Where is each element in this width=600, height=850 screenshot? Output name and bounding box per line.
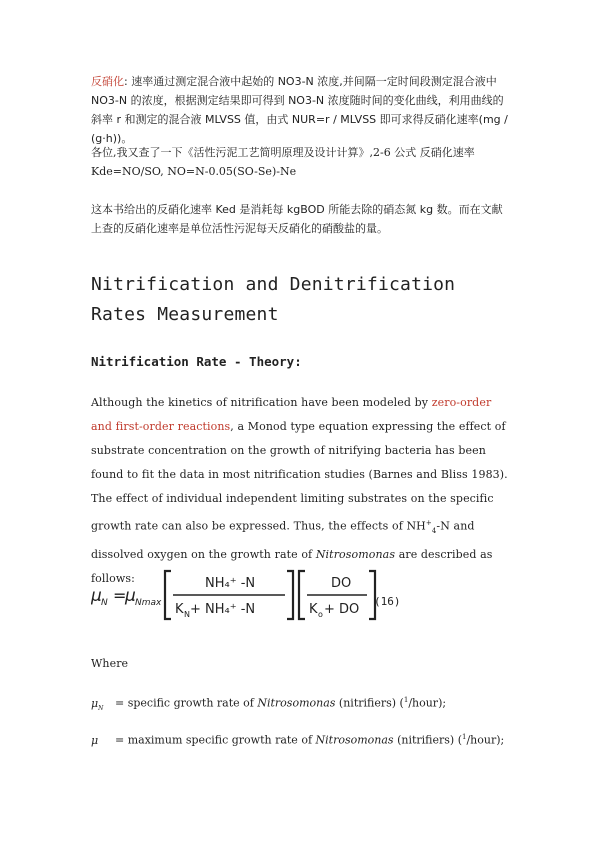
symbol-sub: N	[98, 704, 104, 712]
eq-den2-rest: + DO	[324, 602, 360, 617]
equation-number: (16)	[374, 595, 401, 608]
definition-symbol	[91, 734, 115, 749]
organism-name: Nitrosomonas	[257, 696, 336, 710]
paragraph-theory: Although the kinetics of nitrification have been modeled by zero-order and first-order reactions, a Monod type equation expressing the effect of substrate concentration on the growth of nitrifying bacteria has been found to fit the data in most nitrification studies (Barnes and Bliss 1983). The effect of individual independent limiting substrates on the specific growth rate can also be expressed. Thus, the effects of $NH^+_4-N$ and dissolved oxygen on the growth rate of Nitrosomonas are described as follows:	[91, 396, 508, 585]
unit-sup: 1	[403, 696, 409, 704]
page-title: Nitrification and Denitrification Rates Measurement	[91, 274, 456, 325]
eq-den1-sub: N	[184, 610, 190, 619]
definition-text: = specific growth rate of	[115, 696, 258, 710]
unit-sup: 1	[462, 733, 467, 741]
eq-lhs-sub: N	[101, 598, 108, 608]
eq-den2-k: K	[309, 602, 318, 617]
where-label: Where	[91, 657, 129, 670]
eq-den1-k: K	[175, 602, 184, 617]
definition-row	[91, 733, 521, 749]
definition-text: (nitrifiers) (	[393, 733, 462, 747]
symbol-char: μ	[91, 733, 99, 747]
symbol-char: μ	[91, 696, 99, 710]
eq-equals: =	[113, 586, 127, 605]
eq-rhs: μ	[125, 586, 136, 606]
bracket-left-2	[299, 571, 305, 619]
definition-row	[91, 696, 521, 712]
bracket-left-1	[165, 571, 171, 619]
eq-num2: DO	[331, 576, 352, 591]
text-fragment: , a Monod type equation expressing the effect of substrate concentration on the growth of nitrifying bacteria has been found to fit the data in most nitrification studies (Barnes and Bliss 1983). The effect of individual independent limiting substrates on the specific growth rate can also be expressed. Thus, the effects of NH	[91, 420, 508, 533]
section-subheading: Nitrification Rate - Theory:	[91, 354, 302, 369]
definition-symbol	[91, 697, 115, 712]
eq-den1-rest: + NH₄⁺ -N	[190, 602, 256, 617]
organism-name: Nitrosomonas	[315, 733, 394, 747]
monod-equation	[91, 563, 431, 623]
paragraph-denitrification-cn	[91, 72, 511, 148]
term-denitrification: 反硝化	[91, 75, 124, 88]
definition-text: = maximum specific growth rate of	[115, 733, 316, 747]
eq-num1: NH₄⁺ -N	[205, 576, 256, 591]
organism-name: Nitrosomonas	[315, 547, 396, 561]
definition-unit: /hour);	[408, 696, 447, 710]
text-fragment: are described as follows:	[91, 547, 493, 585]
eq-lhs: μ	[91, 586, 102, 606]
definition-unit: /hour);	[466, 733, 505, 747]
definition-text: (nitrifiers) (	[335, 696, 404, 710]
text-fragment: -N and dissolved oxygen on the growth rate of	[91, 519, 475, 561]
text-fragment: Although the kinetics of nitrification have been modeled by	[91, 396, 432, 409]
link-zero-first-order[interactable]: zero-order and first-order reactions	[91, 396, 492, 433]
paragraph-book-note: 这本书给出的反硝化速率 Ked 是消耗每 kgBOD 所能去除的硝态氮 kg 数。而在文献上查的反硝化速率是单位活性污泥每天反硝化的硝酸盐的量。	[91, 203, 503, 235]
paragraph-formula-note: 各位,我又查了一下《活性污泥工艺简明原理及设计计算》,2-6 公式 反硝化速率 Kde=NO/SO, NO=N-0.05(SO-Se)-Ne	[91, 146, 475, 178]
paragraph-text: : 速率通过测定混合液中起始的 NO3-N 浓度,并间隔一定时间段测定混合液中 NO3-N 的浓度，根据测定结果即可得到 NO3-N 浓度随时间的变化曲线，利用曲线的斜率 r 和测定的混合液 MLVSS 值，由式 NUR=r / MLVSS 即可求得反硝化速率(mg / (g·h))。	[91, 75, 508, 145]
eq-den2-sub: o	[318, 610, 323, 619]
eq-rhs-sub: Nmax	[135, 598, 162, 608]
bracket-right-1	[287, 571, 293, 619]
